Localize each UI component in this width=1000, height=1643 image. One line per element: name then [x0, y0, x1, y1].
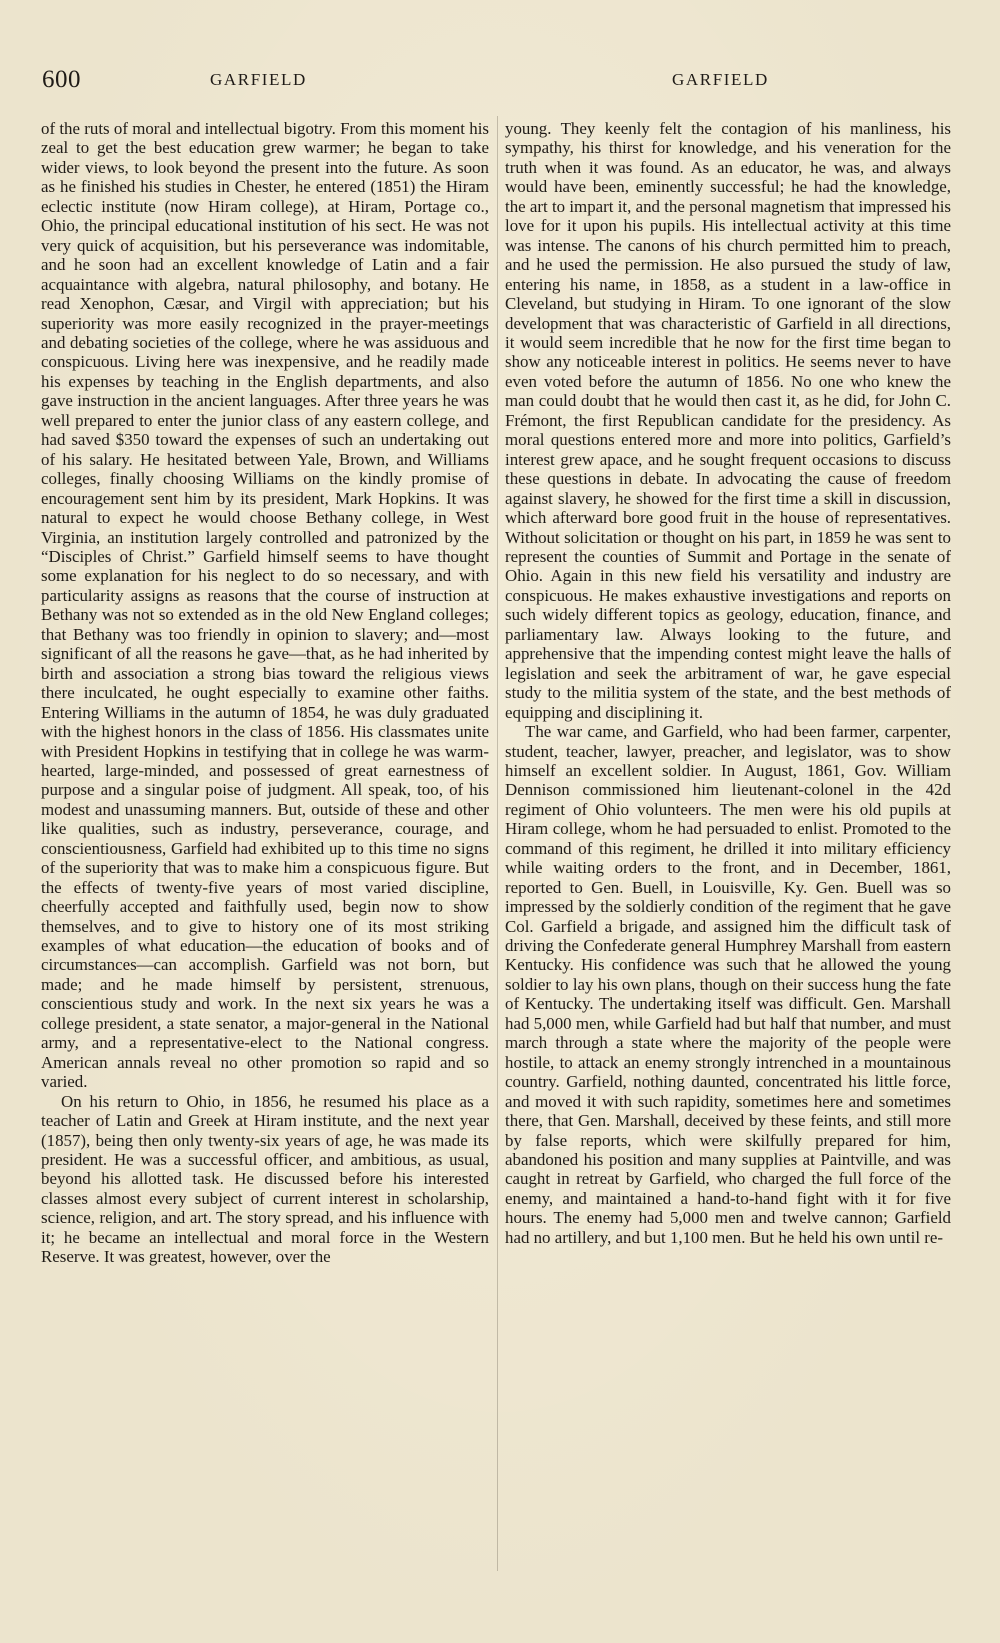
page-number: 600 [42, 66, 81, 93]
right-column [505, 119, 951, 1247]
running-head-left: GARFIELD [210, 70, 307, 89]
page-header [42, 66, 797, 96]
paragraph: young. They keenly felt the contagion of his manliness, his sympathy, his thirst for knowledge, and his veneration for the truth when it was found. As an educator, he was, and always would have been, eminently successful; he had the knowledge, the art to impart it, and the personal magnetism that impressed his love for it upon his pupils. His intellectual activity at this time was intense. The canons of his church permitted him to preach, and he used the permission. He also pursued the study of law, entering his name, in 1858, as a student in a law-office in Cleveland, but studying in Hiram. To one ignorant of the slow development that was characteristic of Garfield in all directions, it would seem incredible that he now for the first time began to show any noticeable interest in politics. He seems never to have even voted before the autumn of 1856. No one who knew the man could doubt that he would then cast it, as he did, for John C. Frémont, the first Republican candidate for the presidency. As moral questions entered more and more into politics, Garfield’s interest grew apace, and he sought frequent occasions to discuss these questions in debate. In advocating the cause of freedom against slavery, he showed for the first time a skill in discussion, which afterward bore good fruit in the house of representatives. Without solicitation or thought on his part, in 1859 he was sent to represent the counties of Summit and Portage in the senate of Ohio. Again in this new field his versatility and industry are conspicuous. He makes exhaustive investigations and reports on such widely different topics as geology, education, finance, and parliamentary law. Always looking to the future, and apprehensive that the impending contest might leave the halls of legislation and seek the arbitrament of war, he gave especial study to the militia system of the state, and the best methods of equipping and disciplining it. [505, 119, 951, 722]
paragraph: The war came, and Garfield, who had been farmer, carpenter, student, teacher, lawyer, preacher, and legislator, was to show himself an excellent soldier. In August, 1861, Gov. William Dennison commissioned him lieutenant-colonel in the 42d regiment of Ohio volunteers. The men were his old pupils at Hiram college, whom he had persuaded to enlist. Promoted to the command of this regiment, he drilled it into military efficiency while waiting orders to the front, and in December, 1861, reported to Gen. Buell, in Louisville, Ky. Gen. Buell was so impressed by the soldierly condition of the regiment that he gave Col. Garfield a brigade, and assigned him the difficult task of driving the Confederate general Humphrey Marshall from eastern Kentucky. His confidence was such that he allowed the young soldier to lay his own plans, though on their success hung the fate of Kentucky. The undertaking itself was difficult. Gen. Marshall had 5,000 men, while Garfield had but half that number, and must march through a state where the majority of the people were hostile, to attack an enemy strongly intrenched in a mountainous country. Garfield, nothing daunted, concentrated his little force, and moved it with such rapidity, sometimes here and sometimes there, that Gen. Marshall, deceived by these feints, and still more by false reports, which were skilfully prepared for him, abandoned his position and many supplies at Paintville, and was caught in retreat by Garfield, who charged the full force of the enemy, and maintained a hand-to-hand fight with it for five hours. The enemy had 5,000 men and twelve cannon; Garfield had no artillery, and but 1,100 men. But he held his own until re- [505, 722, 951, 1247]
column-divider [497, 116, 498, 1571]
paragraph: On his return to Ohio, in 1856, he resumed his place as a teacher of Latin and Greek at Hiram institute, and the next year (1857), being then only twenty-six years of age, he was made its president. He was a successful officer, and ambitious, as usual, beyond his allotted task. He discussed before his interested classes almost every subject of current interest in scholarship, science, religion, and art. The story spread, and his influence with it; he became an intellectual and moral force in the Western Reserve. It was greatest, however, over the [41, 1091, 489, 1267]
left-column [41, 119, 489, 1267]
running-head-right: GARFIELD [672, 70, 769, 89]
paragraph: of the ruts of moral and intellectual bigotry. From this moment his zeal to get the best education grew warmer; he began to take wider views, to look beyond the present into the future. As soon as he finished his studies in Chester, he entered (1851) the Hiram eclectic institute (now Hiram college), at Hiram, Portage co., Ohio, the principal educational institution of his sect. He was not very quick of acquisition, but his perseverance was indomitable, and he soon had an excellent knowledge of Latin and a fair acquaintance with algebra, natural philosophy, and botany. He read Xenophon, Cæsar, and Virgil with appreciation; but his superiority was more easily recognized in the prayer-meetings and debating societies of the college, where he was assiduous and conspicuous. Living here was inexpensive, and he readily made his expenses by teaching in the English departments, and also gave instruction in the ancient languages. After three years he was well prepared to enter the junior class of any eastern college, and had saved $350 toward the expenses of such an undertaking out of his salary. He hesitated between Yale, Brown, and Williams colleges, finally choosing Williams on the kindly promise of encouragement sent him by its president, Mark Hopkins. It was natural to expect he would choose Bethany college, in West Virginia, an institution largely controlled and patronized by the “Disciples of Christ.” Garfield himself seems to have thought some explanation for his neglect to do so necessary, and with particularity assigns as reasons that the course of instruction at Bethany was not so extended as in the old New England colleges; that Bethany was too friendly in opinion to slavery; and—most significant of all the reasons he gave—that, as he had inherited by birth and association a strong bias toward the religious views there inculcated, he ought especially to examine other faiths. Entering Williams in the autumn of 1854, he was duly graduated with the highest honors in the class of 1856. His classmates unite with President Hopkins in testifying that in college he was warm-hearted, large-minded, and possessed of great earnestness of purpose and a singular poise of judgment. All speak, too, of his modest and unassuming manners. But, outside of these and other like qualities, such as industry, perseverance, courage, and conscientiousness, Garfield had exhibited up to this time no signs of the superiority that was to make him a conspicuous figure. But the effects of twenty-five years of most varied discipline, cheerfully accepted and faithfully used, begin now to show themselves, and to give to history one of its most striking examples of what education—the education of books and of circumstances—can accomplish. Garfield was not born, but made; and he made himself by persistent, strenuous, conscientious study and work. In the next six years he was a college president, a state senator, a major-general in the National army, and a representative-elect to the National congress. American annals reveal no other promotion so rapid and so varied. [41, 119, 489, 1092]
